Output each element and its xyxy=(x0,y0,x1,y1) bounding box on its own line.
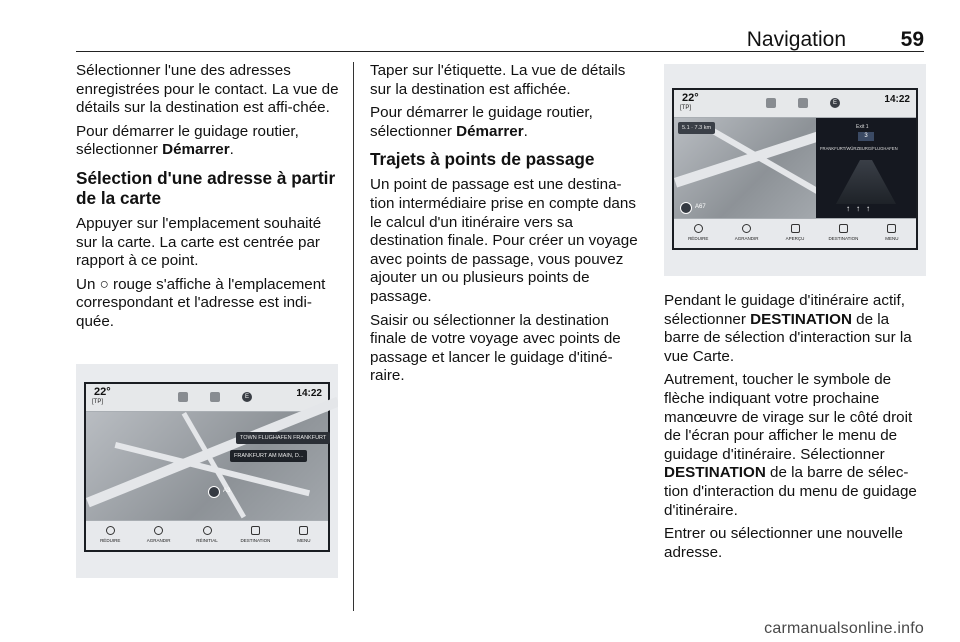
minus-icon xyxy=(106,526,115,535)
minus-icon xyxy=(694,224,703,233)
zoom-out-button[interactable]: RÉDUIRE xyxy=(674,219,722,248)
column-right xyxy=(664,292,926,567)
menu-icon xyxy=(299,526,308,535)
road-label: A67 xyxy=(695,204,706,210)
plus-icon xyxy=(154,526,163,535)
section-title: Navigation xyxy=(746,28,846,51)
column-middle xyxy=(370,62,638,391)
section-heading: Sélection d'une adresse à partir de la carte xyxy=(76,167,336,208)
reset-button[interactable]: RÉINITIAL xyxy=(183,521,231,550)
bold-term: Démarrer xyxy=(162,141,230,159)
map-area[interactable] xyxy=(86,412,328,520)
plus-icon xyxy=(742,224,751,233)
road-label: A3 xyxy=(223,488,231,494)
paragraph: Pendant le guidage d'itinéraire actif, sélectionner DESTINATION de la barre de sélection d'interaction sur la vue Carte. xyxy=(664,292,912,365)
flag-icon xyxy=(791,224,800,233)
distance-banner[interactable]: 5.1 · 7.3 km xyxy=(678,122,715,134)
page-header xyxy=(76,28,924,52)
paragraph: Un point de passage est une destina‐tion intermédiaire prise en compte dans le calcul d'un itinéraire vers sa destination finale. Pour créer un voyage avec points de passage, vous pouvez ajouter un ou plusieurs points de passage. xyxy=(370,176,638,305)
phone-icon[interactable] xyxy=(798,98,808,108)
menu-button[interactable]: MENU xyxy=(868,219,916,248)
menu-button[interactable]: MENU xyxy=(280,521,328,550)
column-left xyxy=(76,62,344,337)
exit-label: Exit 1 xyxy=(856,124,869,130)
paragraph: Appuyer sur l'emplacement souhaité sur la carte. La carte est centrée par rapport à ce point. xyxy=(76,214,322,270)
compass-icon xyxy=(680,202,692,214)
zoom-in-button[interactable]: AGRANDIR xyxy=(722,219,770,248)
overview-button[interactable]: APERÇU xyxy=(771,219,819,248)
lane-arrows-icon: ↑↑↑ xyxy=(846,204,876,213)
softkey-bar xyxy=(674,218,916,248)
paragraph: Taper sur l'étiquette. La vue de détails sur la destination est affichée. xyxy=(370,62,626,98)
direction-sign: FRANKFURT/WÜRZBURG/FLUGHAFEN xyxy=(820,146,898,151)
temperature: 22° xyxy=(94,386,111,398)
exit-number-badge: 3 xyxy=(858,132,874,141)
column-divider xyxy=(353,62,354,611)
menu-icon xyxy=(887,224,896,233)
bold-term: Démarrer xyxy=(456,122,524,140)
paragraph: Pour démarrer le guidage routier, sélectionner Démarrer. xyxy=(76,122,299,159)
clock: 14:22 xyxy=(884,94,910,105)
circle-symbol-icon: ○ xyxy=(99,275,109,293)
clock: 14:22 xyxy=(296,388,322,399)
emergency-icon[interactable]: E xyxy=(830,98,840,108)
bold-term: DESTINATION xyxy=(664,464,766,482)
map-area[interactable] xyxy=(674,118,816,218)
turn-arrow-panel[interactable] xyxy=(816,118,916,218)
zoom-out-button[interactable]: RÉDUIRE xyxy=(86,521,134,550)
paragraph: Pour démarrer le guidage routier, sélectionner Démarrer. xyxy=(370,104,593,140)
crosshair-icon xyxy=(203,526,212,535)
paragraph: Un ○ rouge s'affiche à l'emplacement correspondant et l'adresse est indi‐quée. xyxy=(76,275,326,330)
search-icon xyxy=(839,224,848,233)
zoom-in-button[interactable]: AGRANDIR xyxy=(134,521,182,550)
search-icon xyxy=(251,526,260,535)
paragraph: Entrer ou sélectionner une nouvelle adresse. xyxy=(664,525,903,561)
temperature: 22° xyxy=(682,92,699,104)
emergency-icon[interactable]: E xyxy=(242,392,252,402)
bold-term: DESTINATION xyxy=(750,310,852,328)
paragraph: Sélectionner l'une des adresses enregistrées pour le contact. La vue de détails sur la destination est affi‐chée. xyxy=(76,62,339,117)
destination-button[interactable]: DESTINATION xyxy=(819,219,867,248)
map-screenshot-1 xyxy=(76,364,338,578)
paragraph: Autrement, toucher le symbole de flèche indiquant votre prochaine manœuvre de virage sur le côté droit de l'écran pour afficher le menu de guidage d'itinéraire. Sélectionner DESTINATION de la barre de sélec‐tion d'interaction du menu de guidage d'itinéraire. xyxy=(664,371,917,519)
paragraph: Saisir ou sélectionner la destination finale de votre voyage avec points de passage et lancer le guidage d'itiné‐raire. xyxy=(370,311,621,385)
tp-label: [TP] xyxy=(680,105,692,111)
softkey-bar xyxy=(86,520,328,550)
destination-button[interactable]: DESTINATION xyxy=(231,521,279,550)
section-heading: Trajets à points de passage xyxy=(370,149,595,170)
map-screenshot-2 xyxy=(664,64,926,276)
music-icon[interactable] xyxy=(178,392,188,402)
address-banner[interactable]: FRANKFURT AM MAIN, D... xyxy=(230,450,307,462)
compass-icon xyxy=(208,486,220,498)
page-number: 59 xyxy=(900,28,924,51)
music-icon[interactable] xyxy=(766,98,776,108)
watermark: carmanualsonline.info xyxy=(764,620,924,637)
phone-icon[interactable] xyxy=(210,392,220,402)
location-banner[interactable]: TOWN FLUGHAFEN FRANKFURT xyxy=(236,432,330,444)
tp-label: [TP] xyxy=(92,399,104,405)
